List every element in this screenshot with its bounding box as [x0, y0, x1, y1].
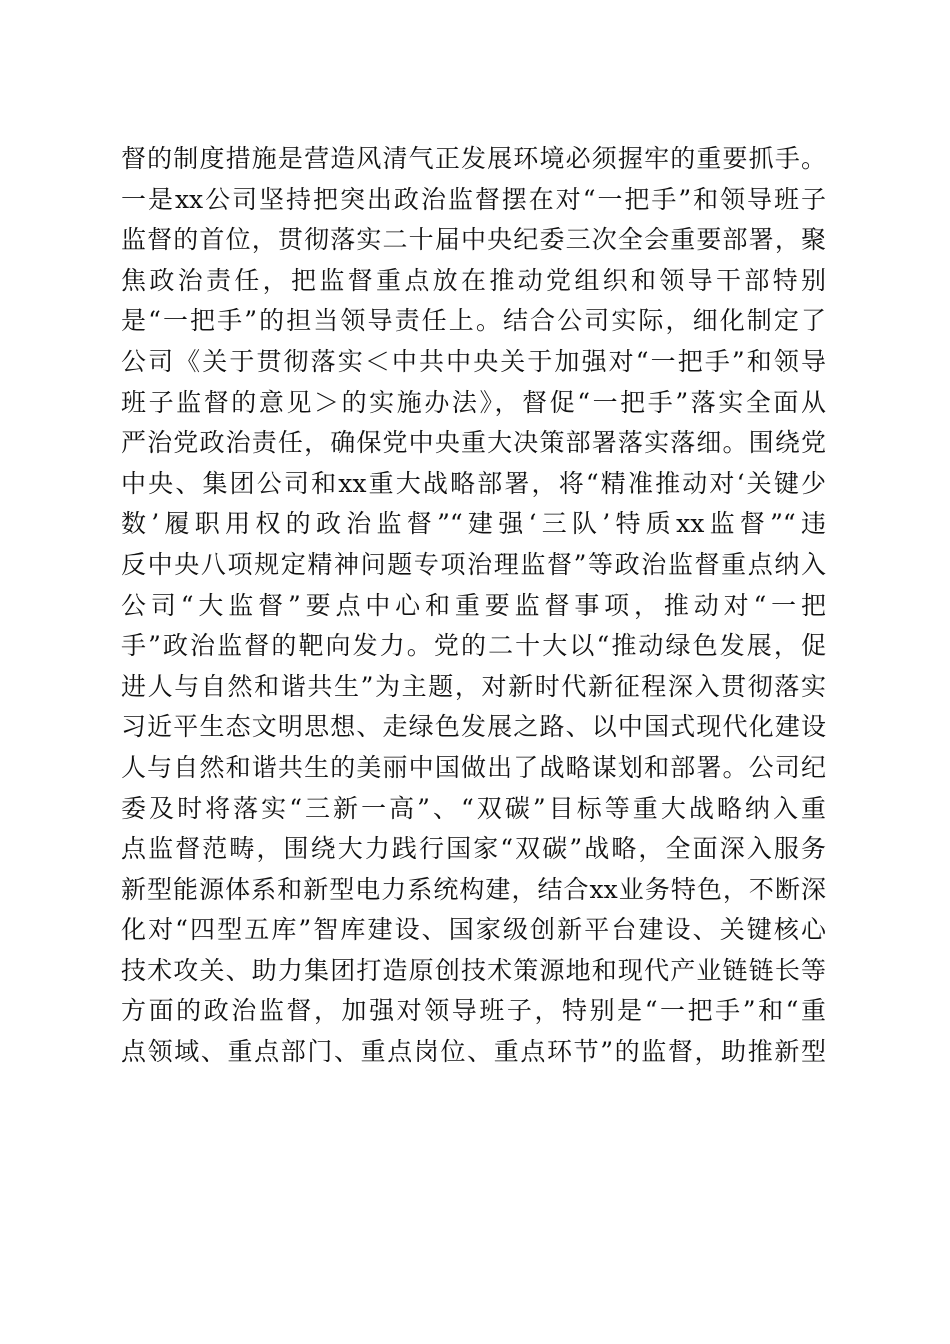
text-line: 中央、集团公司和xx重大战略部署，将“精准推动对‘关键少 [121, 468, 826, 498]
text-line: 班子监督的意见＞的实施办法》，督促“一把手”落实全面从 [121, 387, 826, 417]
text-line: 严治党政治责任，确保党中央重大决策部署落实落细。围绕党 [121, 428, 826, 458]
text-line: 是“一把手”的担当领导责任上。结合公司实际，细化制定了 [121, 306, 826, 336]
text-line: 公司《关于贯彻落实＜中共中央关于加强对“一把手”和领导 [121, 346, 826, 376]
text-line: 手”政治监督的靶向发力。党的二十大以“推动绿色发展，促 [121, 631, 826, 661]
text-line: 习近平生态文明思想、走绿色发展之路、以中国式现代化建设 [121, 712, 826, 742]
text-line: 公司“大监督”要点中心和重要监督事项，推动对“一把 [121, 590, 826, 620]
text-line: 监督的首位，贯彻落实二十届中央纪委三次全会重要部署，聚 [121, 225, 826, 255]
text-line: 点领域、重点部门、重点岗位、重点环节”的监督，助推新型 [121, 1037, 826, 1067]
text-line: 人与自然和谐共生的美丽中国做出了战略谋划和部署。公司纪 [121, 752, 826, 782]
text-line: 反中央八项规定精神问题专项治理监督”等政治监督重点纳入 [121, 549, 826, 579]
text-line: 技术攻关、助力集团打造原创技术策源地和现代产业链链长等 [121, 955, 826, 985]
text-line: 点监督范畴，围绕大力践行国家“双碳”战略，全面深入服务 [121, 834, 826, 864]
text-line: 进人与自然和谐共生”为主题，对新时代新征程深入贯彻落实 [121, 671, 826, 701]
text-line: 委及时将落实“三新一高”、“双碳”目标等重大战略纳入重 [121, 793, 826, 823]
text-line: 新型能源体系和新型电力系统构建，结合xx业务特色，不断深 [121, 874, 826, 904]
body-text [121, 139, 826, 1073]
text-line: 一是xx公司坚持把突出政治监督摆在对“一把手”和领导班子 [121, 184, 826, 214]
text-line: 督的制度措施是营造风清气正发展环境必须握牢的重要抓手。 [121, 144, 826, 173]
text-line: 焦政治责任，把监督重点放在推动党组织和领导干部特别 [121, 265, 826, 295]
text-line: 数’履职用权的政治监督”“建强‘三队’特质xx监督”“违 [121, 509, 826, 539]
text-line: 化对“四型五库”智库建设、国家级创新平台建设、关键核心 [121, 915, 826, 945]
text-line: 方面的政治监督，加强对领导班子，特别是“一把手”和“重 [121, 996, 826, 1026]
